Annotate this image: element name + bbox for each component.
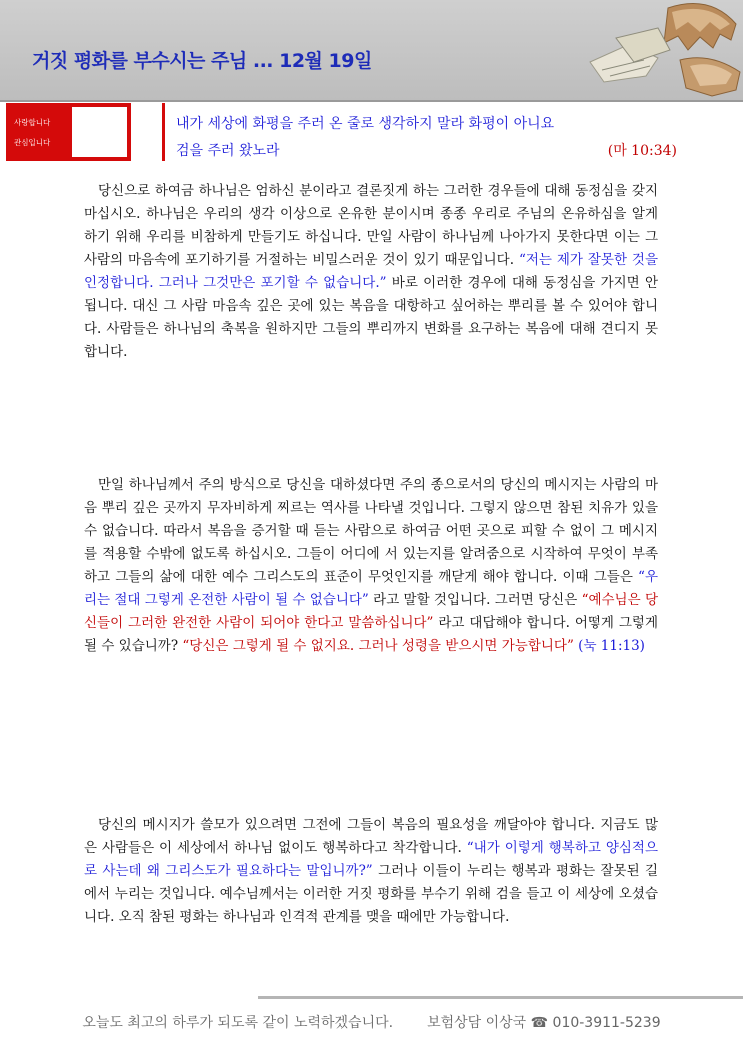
- paragraph-2-quote-3: “당신은 그렇게 될 수 없지요. 그러나 성령을 받으시면 가능합니다”: [182, 638, 574, 654]
- footer-slogan: 오늘도 최고의 하루가 되도록 같이 노력하겠습니다.: [82, 1015, 394, 1031]
- page-title: 거짓 평화를 부수시는 주님 ... 12월 19일: [32, 50, 372, 72]
- paragraph-1-text-b: 바로 이러한 경우에 대해 동정심을 가지면 안 됩니다. 대신 그 사람 마음속 깊은 곳에 있는 복음을 대항하고 싶어하는 뿌리를 볼 수 있어야 합니다. 사람들은 하나님의 축복을 원하지만 그들의 뿌리까지 변화를 요구하는 복음에 대해 견디지 못합니다.: [84, 275, 658, 360]
- paragraph-2-quote-2: “예수님은 당신들이 그러한 완전한 사람이 되어야 한다고 말씀하십니다”: [84, 592, 658, 631]
- verse-divider: [162, 103, 165, 161]
- page-footer: [0, 1012, 743, 1032]
- header-divider: [0, 100, 743, 102]
- paragraph-1-quote: “저는 제가 잘못한 것을 인정합니다. 그러나 그것만은 포기할 수 없습니다.”: [84, 252, 659, 291]
- paragraph-2-text-c: 라고 대답해야 합니다. 어떻게 그렇게 될 수 있습니까?: [84, 615, 659, 654]
- paragraph-1: [84, 180, 658, 364]
- sidebar-label-care: 관심입니다: [14, 138, 51, 147]
- paragraph-1-text-a: 당신으로 하여금 하나님은 엄하신 분이라고 결론짓게 하는 그러한 경우들에 대해 동정심을 갖지 마십시오. 하나님은 우리의 생각 이상으로 온유한 분이시며 종종 우리로 주님의 온유하심을 알게 하기 위해 우리를 비참하게 만들기도 하십니다. 만일 사람이 하나님께 나아가지 못한다면 이는 그 사람의 마음속에 포기하기를 거절하는 비밀스러운 것이 있기 때문입니다.: [84, 183, 658, 268]
- paragraph-3-text-b: 그러나 이들이 누리는 행복과 평화는 잘못된 길에서 누리는 것입니다. 예수님께서는 이러한 거짓 평화를 부수기 위해 검을 들고 이 세상에 오셨습니다. 오직 참된 평화는 하나님과 인격적 관계를 맺을 때에만 가능합니다.: [84, 863, 659, 925]
- paragraph-2-reference: (눅 11:13): [578, 638, 645, 654]
- paragraph-2-text-b: 라고 말할 것입니다. 그러면 당신은: [373, 592, 578, 608]
- paragraph-2: [84, 474, 658, 658]
- page-header: [0, 0, 743, 100]
- paragraph-3-text-a: 당신의 메시지가 쓸모가 있으려면 그전에 그들이 복음의 필요성을 깨달아야 합니다. 지금도 많은 사람들은 이 세상에서 하나님 없이도 행복하다고 착각합니다.: [84, 817, 658, 856]
- sidebar-photo-placeholder: [72, 107, 127, 157]
- broken-eggshell-money-icon: [560, 0, 743, 100]
- paragraph-3-quote: “내가 이렇게 행복하고 양심적으로 사는데 왜 그리스도가 필요하다는 말입니까?”: [84, 840, 658, 879]
- paragraph-2-text-a: 만일 하나님께서 주의 방식으로 당신을 대하셨다면 주의 종으로서의 당신의 메시지는 사람의 마음 뿌리 깊은 곳까지 무자비하게 찌르는 역사를 나타낼 것입니다. 그렇지 않으면 참된 치유가 있을 수 없습니다. 따라서 복음을 증거할 때 듣는 사람으로 하여금 어떤 곳으로 피할 수 없이 그 메시지를 적용할 수밖에 없도록 하십시오. 그들이 어디에 서 있는지를 알려줌으로 시작하여 무엇이 부족하고 그들의 삶에 대한 예수 그리스도의 표준이 무엇인지를 깨닫게 해야 합니다. 이때 그들은: [84, 477, 658, 585]
- paragraph-3: [84, 814, 658, 929]
- footer-contact: 보험상담 이상국 ☎ 010-3911-5239: [427, 1015, 661, 1031]
- verse-line-2: 검을 주러 왔노라: [176, 143, 280, 159]
- sidebar-label-love: 사랑합니다: [14, 118, 51, 127]
- footer-divider: [258, 996, 743, 999]
- verse-reference: (마 10:34): [607, 143, 677, 159]
- verse-line-1: 내가 세상에 화평을 주러 온 줄로 생각하지 말라 화평이 아니요: [176, 116, 555, 132]
- paragraph-2-quote-1: “우리는 절대 그렇게 온전한 사람이 될 수 없습니다”: [84, 569, 658, 608]
- sidebar-badge: [6, 103, 131, 161]
